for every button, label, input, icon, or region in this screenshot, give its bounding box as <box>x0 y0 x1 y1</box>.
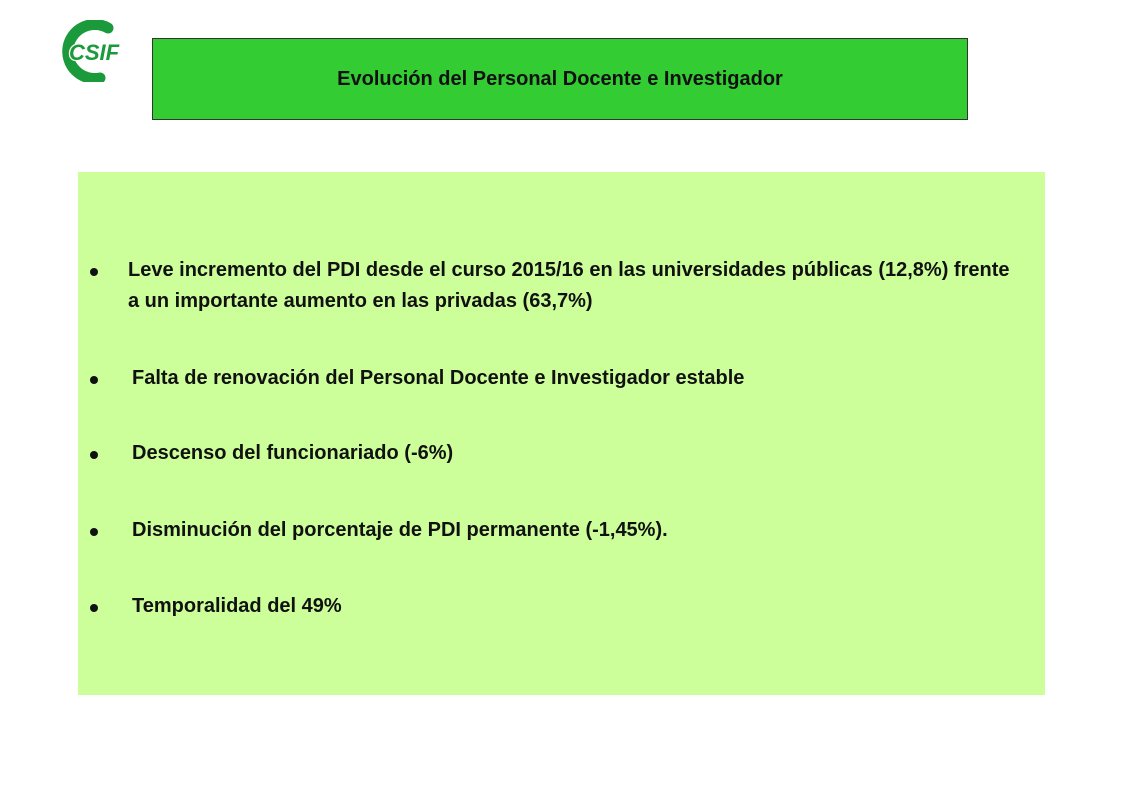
page-title: Evolución del Personal Docente e Investigador <box>337 67 783 90</box>
bullet-icon <box>90 268 98 276</box>
bullet-text: Leve incremento del PDI desde el curso 2015/16 en las universidades públicas (12,8%) frente a un importante aumento en las privadas (63,7%) <box>128 259 1010 312</box>
bullet-text: Falta de renovación del Personal Docente e Investigador estable <box>132 367 745 389</box>
bullet-icon <box>90 376 98 384</box>
list-item <box>78 438 1045 469</box>
title-banner <box>152 38 968 120</box>
content-panel <box>78 172 1045 695</box>
csif-logo-mark <box>56 20 136 82</box>
list-item <box>78 255 1045 317</box>
bullet-text: Temporalidad del 49% <box>132 595 342 617</box>
bullet-icon <box>90 451 98 459</box>
list-item <box>78 515 1045 546</box>
csif-logo-text: CSIF <box>69 40 120 65</box>
bullet-text: Descenso del funcionariado (-6%) <box>132 442 454 464</box>
bullet-icon <box>90 604 98 612</box>
bullet-icon <box>90 528 98 536</box>
csif-logo <box>56 20 136 82</box>
list-item <box>78 591 1045 622</box>
list-item <box>78 363 1045 394</box>
bullet-text: Disminución del porcentaje de PDI permanente (-1,45%). <box>132 519 668 541</box>
